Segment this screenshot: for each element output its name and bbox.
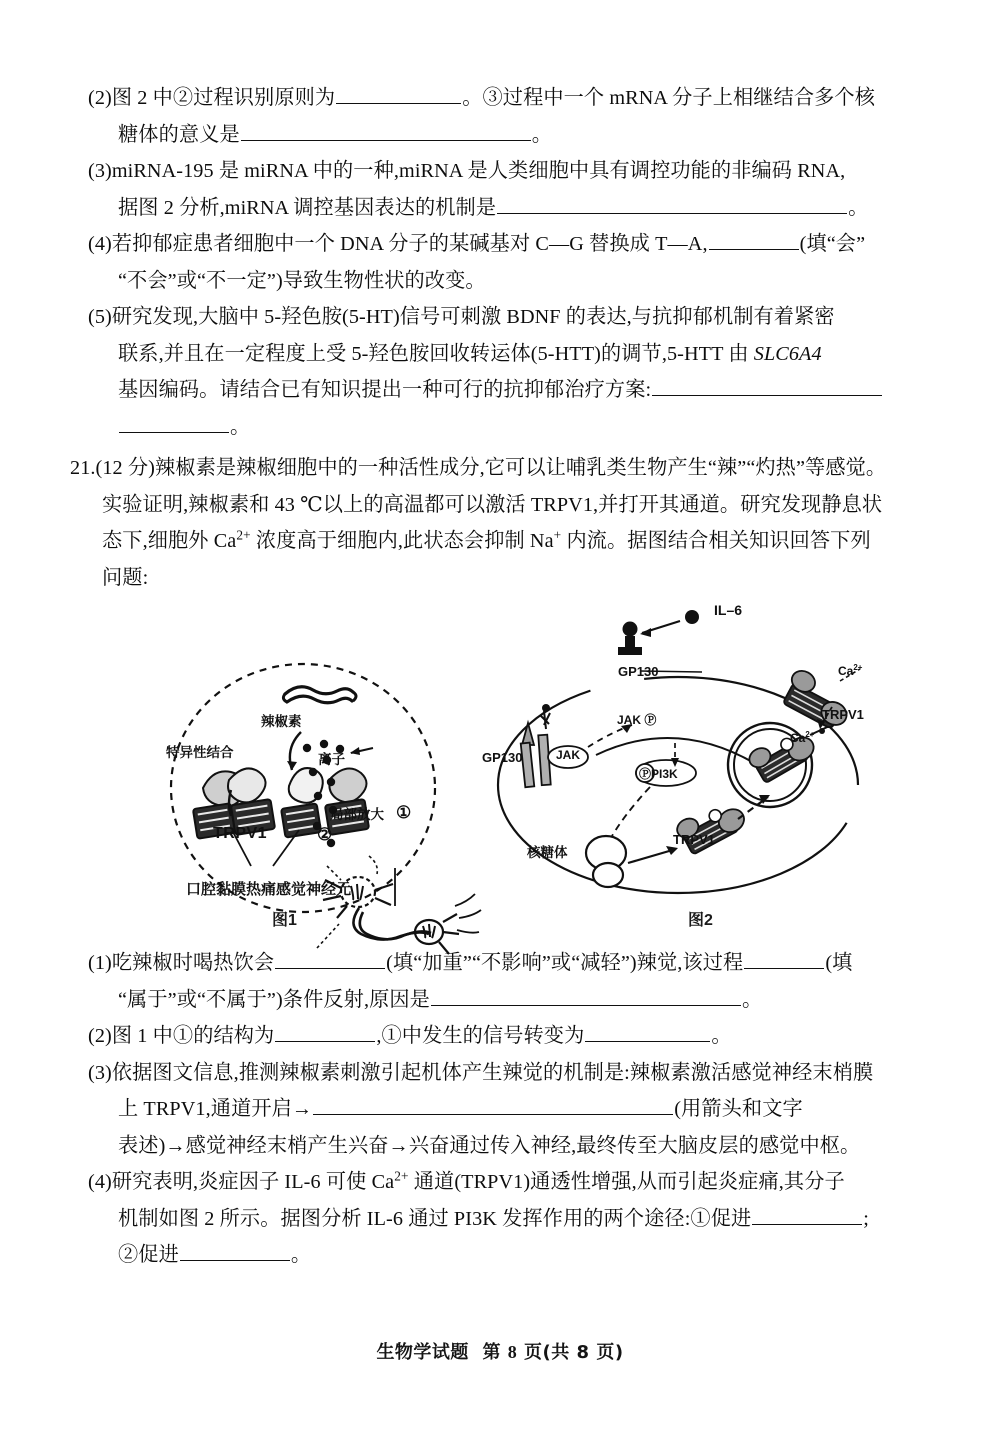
label-gp130-top: GP130 <box>618 664 659 679</box>
label-trpv1-cytoplasmic: TRPV1 <box>673 832 715 847</box>
label-trpv1-membrane: TRPV1 <box>822 707 864 722</box>
q21-sub1-line2 <box>88 982 918 1019</box>
label-specific-binding: 特异性结合 <box>166 745 234 761</box>
q21-line1 <box>70 450 920 487</box>
q21-sub4-line1-b: 通道(TRPV1)通透性增强,从而引起炎症痛,其分子 <box>408 1171 845 1193</box>
q20-p2-line1 <box>88 80 912 117</box>
q21-sub4-line3 <box>88 1237 918 1274</box>
ca-bottom-text: Ca <box>790 731 806 745</box>
charge-ca-sub4: 2+ <box>394 1168 409 1184</box>
q20-p5-line4-text-b: 。 <box>230 415 251 438</box>
label-trpv1-fig1: TRPV1 <box>213 825 268 842</box>
label-jak-phospho: JAK Ⓟ <box>617 713 657 727</box>
fill-blank[interactable] <box>752 1203 862 1225</box>
q20-p5-line2-text-a: 联系,并且在一定程度上受 5‐羟色胺回收转运体(5‐HTT)的调节,5‐HTT 由 <box>118 342 754 365</box>
q21-sub3-line2 <box>88 1091 918 1128</box>
footer-page-prefix: 第 <box>482 1342 501 1363</box>
q20-p2-line2-text-b: 。 <box>531 123 553 146</box>
label-marker-one: ① <box>396 803 412 822</box>
q20-p5-line3 <box>88 372 912 409</box>
label-ca-top <box>838 664 862 678</box>
label-il6: IL–6 <box>714 602 743 618</box>
figure-1-caption: 图1 <box>272 912 297 929</box>
label-ribosome: 核糖体 <box>527 845 568 861</box>
q21-sub2-c: 。 <box>711 1025 732 1047</box>
ca-top-charge: 2+ <box>853 663 863 672</box>
figure-1-drawing <box>155 660 485 980</box>
fill-blank[interactable] <box>585 1020 710 1042</box>
q21-sub3-line1: (3)依据图文信息,推测辣椒素刺激引起机体产生辣觉的机制是:辣椒素激活感觉神经末梢膜 <box>88 1061 874 1084</box>
label-local-magnification: 局部放大 <box>330 807 384 823</box>
fill-blank[interactable] <box>275 947 385 969</box>
q21-stem-line3-a: 态下,细胞外 Ca <box>102 530 237 552</box>
il6-receptor-icon <box>618 622 642 656</box>
fill-blank[interactable] <box>336 82 461 104</box>
q21-sub4-line2 <box>88 1201 918 1238</box>
q20-p3-line1: (3)miRNA‐195 是 miRNA 中的一种,miRNA 是人类细胞中具有调控功能的非编码 RNA, <box>88 160 846 182</box>
fill-blank[interactable] <box>180 1239 290 1261</box>
figure-2-caption: 图2 <box>688 912 713 929</box>
ca-bottom-charge: 2+ <box>805 730 815 739</box>
label-ion: 离子 <box>318 752 345 768</box>
label-ca-bottom <box>790 731 814 745</box>
q21-sub1-line2-a: “属于”或“不属于”)条件反射,原因是 <box>118 988 430 1011</box>
label-jak: JAK <box>556 748 581 762</box>
fill-blank[interactable] <box>241 119 531 141</box>
figures-area <box>0 585 1000 929</box>
figure-2-drawing <box>470 595 890 915</box>
q21-sub2-b: ,①中发生的信号转变为 <box>376 1025 585 1047</box>
footer-subject: 生物学试题 <box>376 1342 469 1363</box>
binding-arrow <box>287 761 297 770</box>
question-21-stem <box>70 450 920 596</box>
ca-top-text: Ca <box>838 664 854 678</box>
question-20-parts <box>88 80 912 445</box>
q20-p4-line1-text-b: (填“会” <box>799 233 866 255</box>
q21-sub4-line1 <box>88 1164 918 1201</box>
label-marker-two: ② <box>317 825 333 844</box>
fill-blank[interactable] <box>709 228 799 250</box>
q21-sub3-line2-a: 上 TRPV1,通道开启→ <box>118 1098 313 1120</box>
fill-blank[interactable] <box>497 192 847 214</box>
label-gp130-left: GP130 <box>482 750 523 765</box>
q21-sub1-line2-b: 。 <box>741 988 763 1011</box>
capsaicin-molecule-top <box>285 687 353 694</box>
label-p-pi3k: ⓅPI3K <box>639 767 678 781</box>
q21-sub4-line3-a: ②促进 <box>118 1244 179 1266</box>
fill-blank[interactable] <box>744 947 824 969</box>
charge-ca: 2+ <box>236 527 251 543</box>
q21-line3 <box>70 523 920 560</box>
q20-p5-line1: (5)研究发现,大脑中 5‐羟色胺(5‐HT)信号可刺激 BDNF 的表达,与抗抑郁机制有着紧密 <box>88 306 835 328</box>
q20-p3-line2 <box>88 190 912 227</box>
gene-name-slc6a4: SLC6A4 <box>753 342 822 365</box>
fill-blank[interactable] <box>431 984 741 1006</box>
q21-sub3-line3: 表述)→感觉神经末梢产生兴奋→兴奋通过传入神经,最终传至大脑皮层的感觉中枢。 <box>118 1134 861 1157</box>
q20-p2-line2 <box>88 117 912 154</box>
q21-line4: 问题: <box>102 566 149 589</box>
q21-sub1-text-a: (1)吃辣椒时喝热饮会 <box>88 952 275 974</box>
q21-sub4-line3-b: 。 <box>290 1244 312 1266</box>
q21-stem-line3-b: 浓度高于细胞内,此状态会抑制 Na <box>250 530 554 552</box>
q21-stem-line1: 辣椒素是辣椒细胞中的一种活性成分,它可以让哺乳类生物产生“辣”“灼热”等感觉。 <box>155 457 887 479</box>
gp130-receptor-left <box>521 704 588 787</box>
q21-number: 21.(12 分) <box>70 457 156 479</box>
q21-sub1-line1 <box>88 945 918 982</box>
q21-line2: 实验证明,辣椒素和 43 ℃以上的高温都可以激活 TRPV1,并打开其通道。研究发现静息状 <box>102 493 883 516</box>
q20-p3-line2-text-b: 。 <box>848 196 869 219</box>
q20-p5-line4 <box>88 409 912 446</box>
fill-blank[interactable] <box>652 374 882 396</box>
q20-p5-line3-text-a: 基因编码。请结合已有知识提出一种可行的抗抑郁治疗方案: <box>118 379 652 401</box>
q20-p2-line1-text-b: 。③过程中一个 mRNA 分子上相继结合多个核 <box>462 87 875 109</box>
charge-na: + <box>553 527 562 543</box>
label-neuron: 口腔黏膜热痛感觉神经元 <box>186 880 352 898</box>
q21-stem-line3-c: 内流。据图结合相关知识回答下列 <box>561 530 871 552</box>
fill-blank[interactable] <box>275 1020 375 1042</box>
footer-page-suffix: 页(共 8 页) <box>524 1342 624 1363</box>
fill-blank[interactable] <box>313 1093 673 1115</box>
question-21-subparts <box>88 945 918 1274</box>
q21-sub1-text-c: (填 <box>825 952 853 974</box>
q21-sub4-line2-b: ; <box>863 1207 869 1230</box>
q21-sub4-line2-a: 机制如图 2 所示。据图分析 IL‐6 通过 PI3K 发挥作用的两个途径:①促进 <box>118 1207 752 1230</box>
q20-p4-line1-text-a: (4)若抑郁症患者细胞中一个 DNA 分子的某碱基对 C—G 替换成 T—A, <box>88 233 708 255</box>
page-footer <box>0 1338 1000 1364</box>
q21-sub3-line2-b: (用箭头和文字 <box>674 1098 803 1120</box>
q21-sub1-text-b: (填“加重”“不影响”或“减轻”)辣觉,该过程 <box>386 952 744 974</box>
q20-p4-line2: “不会”或“不一定”)导致生物性状的改变。 <box>118 269 486 292</box>
q20-p5-line2 <box>88 336 912 373</box>
il6-free-ligand <box>685 610 699 624</box>
q20-p2-line1-text-a: (2)图 2 中②过程识别原则为 <box>88 87 336 109</box>
q20-p2-line2-text-a: 糖体的意义是 <box>118 123 240 146</box>
q21-sub2-line <box>88 1018 918 1055</box>
footer-page-number: 8 <box>507 1342 518 1362</box>
q20-p4-line1 <box>88 226 912 263</box>
label-capsaicin: 辣椒素 <box>261 714 302 730</box>
fill-blank[interactable] <box>119 411 229 433</box>
q21-sub2-a: (2)图 1 中①的结构为 <box>88 1025 275 1047</box>
q20-p3-line2-text-a: 据图 2 分析,miRNA 调控基因表达的机制是 <box>118 196 497 219</box>
q21-sub4-line1-a: (4)研究表明,炎症因子 IL‐6 可使 Ca <box>88 1171 395 1193</box>
